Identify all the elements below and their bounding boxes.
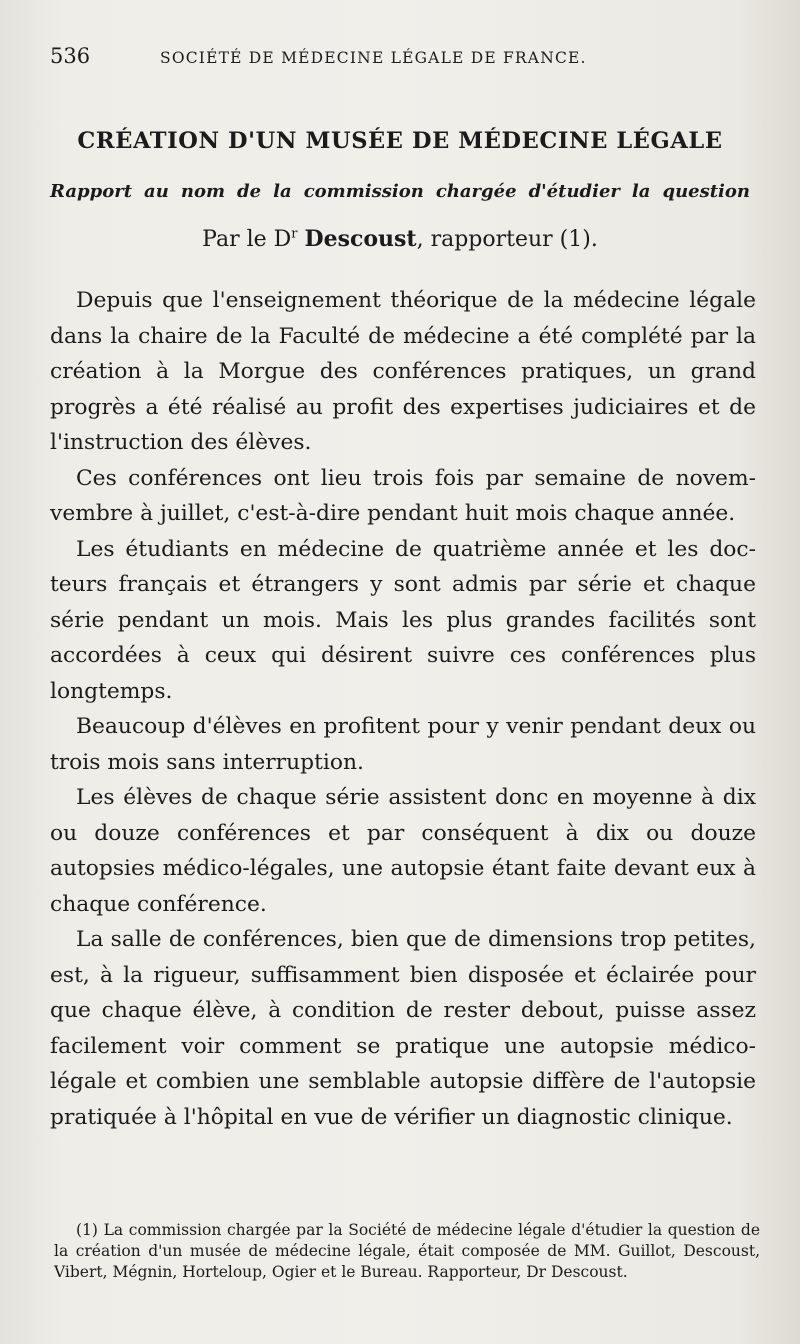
- paragraph: Les étudiants en médecine de quatrième année et les docteurs français et étrangers y sont admis par série et chaque série pendant un mois. Mais les plus grandes facilités sont accordées à ceux qui désirent suivre ces conférences plus longtemps.: [50, 536, 756, 704]
- byline: [50, 226, 750, 252]
- paragraph: La salle de conférences, bien que de dimensions trop petites, est, à la rigueur, suffisamment bien disposée et éclairée pour que chaque élève, à condition de rester debout, puisse assez facilement voir comment se pratique une autopsie médico-légale et combien une semblable autopsie diffère de l'autopsie pratiquée à l'hôpital en vue de vérifier un diagnostic clinique.: [50, 927, 756, 1130]
- byline-sup: r: [291, 226, 298, 242]
- journal-title: SOCIÉTÉ DE MÉDECINE LÉGALE DE FRANCE.: [160, 49, 587, 67]
- article-body: [50, 283, 756, 1135]
- byline-suffix: , rapporteur (1).: [416, 227, 598, 252]
- running-head: [50, 44, 750, 74]
- byline-prefix: Par le D: [202, 227, 292, 252]
- author-name: Descoust: [304, 226, 417, 252]
- article-title: CRÉATION D'UN MUSÉE DE MÉDECINE LÉGALE: [77, 128, 723, 154]
- page-number: 536: [50, 44, 91, 68]
- article-subtitle: Rapport au nom de la commission chargée d'étudier la question: [50, 181, 750, 202]
- footnote: [54, 1220, 760, 1283]
- paragraph: Ces conférences ont lieu trois fois par semaine de novemvembre à juillet, c'est-à-dire pendant huit mois chaque année.: [50, 465, 756, 526]
- footnote-text: (1) La commission chargée par la Société de médecine légale d'étudier la question de la création d'un musée de médecine légale, était composée de MM. Guillot, Descoust, Vibert, Mégnin, Horteloup, Ogier et le Bureau. Rapporteur, Dr Descoust.: [54, 1221, 760, 1281]
- paragraph: Depuis que l'enseignement théorique de la médecine légale dans la chaire de la Faculté de médecine a été complété par la création à la Morgue des conférences pratiques, un grand progrès a été réalisé au profit des expertises judiciaires et de l'instruction des élèves.: [50, 288, 756, 455]
- paragraph: Les élèves de chaque série assistent donc en moyenne à dix ou douze conférences et par conséquent à dix ou douze autopsies médico-légales, une autopsie étant faite devant eux à chaque conférence.: [50, 785, 756, 917]
- paragraph: Beaucoup d'élèves en profitent pour y venir pendant deux ou trois mois sans interruption.: [50, 714, 756, 775]
